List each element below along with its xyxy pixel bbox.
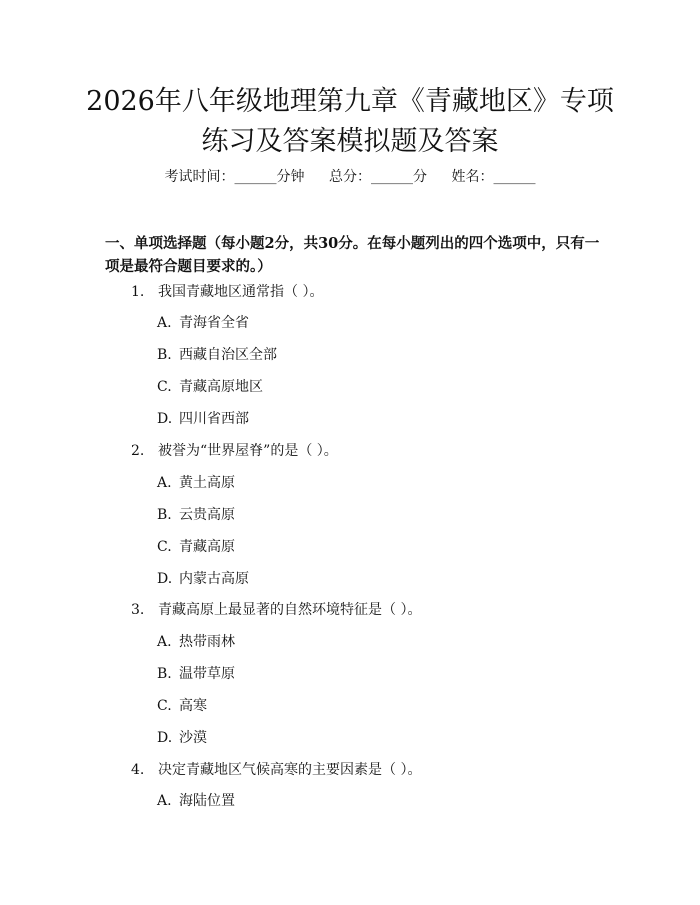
option-letter: A. [157, 315, 172, 331]
option-letter: A. [157, 475, 172, 491]
question-text: 青藏高原上最显著的自然环境特征是（ ）。 [158, 602, 422, 618]
option-text: 青藏高原地区 [179, 379, 263, 395]
question-number: 3. [131, 602, 145, 618]
option-letter: C. [157, 698, 172, 714]
question-3 [131, 600, 421, 620]
option-letter: C. [157, 379, 172, 395]
exam-meta-row [0, 167, 700, 187]
option-letter: D. [157, 411, 173, 427]
exam-time-field: 考试时间：______分钟 [164, 169, 305, 185]
question-1 [131, 282, 323, 302]
question-3-option-c [157, 696, 207, 716]
question-2-option-d [157, 569, 249, 589]
question-text: 决定青藏地区气候高寒的主要因素是（ ）。 [158, 762, 422, 778]
option-letter: B. [157, 666, 172, 682]
option-text: 云贵高原 [179, 507, 235, 523]
option-text: 西藏自治区全部 [179, 347, 277, 363]
question-3-option-d [157, 728, 207, 748]
option-letter: A. [157, 634, 172, 650]
section-heading-single-choice: 一、单项选择题（每小题2分，共30分。在每小题列出的四个选项中，只有一项是最符合题目要求的。） [105, 235, 600, 275]
option-text: 青藏高原 [179, 539, 235, 555]
option-letter: C. [157, 539, 172, 555]
document-title-line-2: 练习及答案模拟题及答案 [201, 126, 499, 157]
question-2-option-a [157, 473, 235, 493]
option-text: 热带雨林 [179, 634, 235, 650]
option-letter: B. [157, 507, 172, 523]
question-2-option-c [157, 537, 235, 557]
question-2 [131, 441, 338, 461]
option-text: 黄土高原 [179, 475, 235, 491]
option-text: 高寒 [179, 698, 207, 714]
question-1-option-b [157, 345, 277, 365]
question-1-option-d [157, 409, 249, 429]
question-text: 我国青藏地区通常指（ ）。 [158, 284, 324, 300]
question-text: 被誉为“世界屋脊”的是（ ）。 [158, 443, 338, 459]
question-number: 2. [131, 443, 145, 459]
total-score-field: 总分：______分 [329, 169, 427, 185]
option-text: 海陆位置 [179, 793, 235, 809]
option-letter: A. [157, 793, 172, 809]
option-text: 温带草原 [179, 666, 235, 682]
question-4 [131, 760, 421, 780]
document-title-line-1: 2026年八年级地理第九章《青藏地区》专项 [86, 86, 614, 117]
option-letter: D. [157, 571, 173, 587]
question-3-option-a [157, 632, 235, 652]
option-text: 沙漠 [179, 730, 207, 746]
question-number: 4. [131, 762, 145, 778]
question-1-option-c [157, 377, 263, 397]
question-3-option-b [157, 664, 235, 684]
question-number: 1. [131, 284, 145, 300]
question-2-option-b [157, 505, 235, 525]
option-text: 内蒙古高原 [179, 571, 249, 587]
question-4-option-a [157, 791, 235, 811]
question-1-option-a [157, 313, 249, 333]
option-letter: D. [157, 730, 173, 746]
student-name-field: 姓名：______ [451, 169, 536, 185]
option-letter: B. [157, 347, 172, 363]
option-text: 青海省全省 [179, 315, 249, 331]
option-text: 四川省西部 [179, 411, 249, 427]
